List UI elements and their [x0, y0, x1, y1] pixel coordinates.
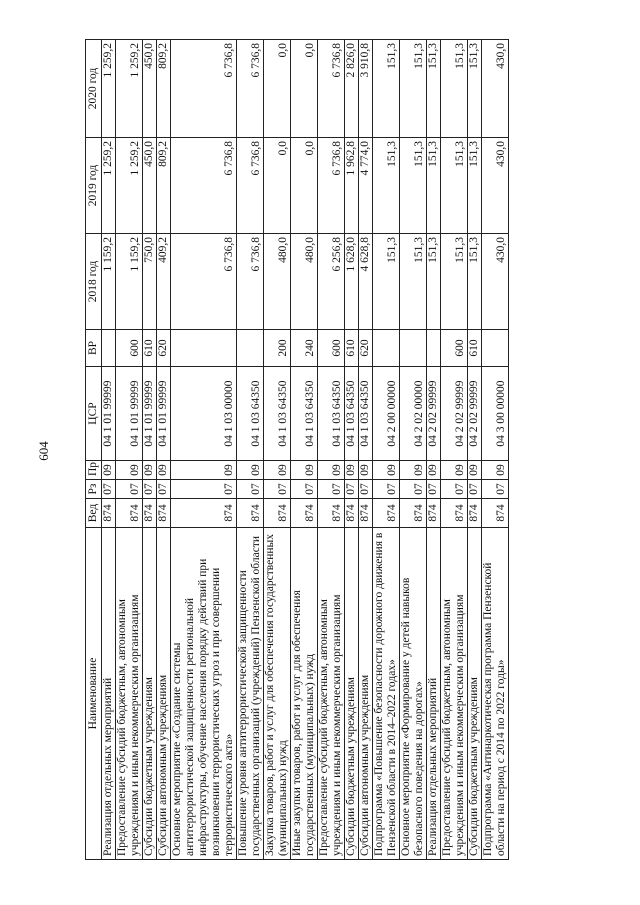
cell-csr: 04 1 01 99999 [102, 367, 116, 461]
cell-2020: 6 736,8 [318, 40, 345, 138]
cell-2018: 430,0 [482, 234, 509, 330]
cell-ved: 874 [359, 499, 373, 528]
cell-2018: 6 256,8 [318, 234, 345, 330]
page-number: 604 [35, 441, 51, 461]
header-2018: 2018 год [86, 234, 102, 330]
header-pr: Пр [86, 461, 102, 480]
cell-name: Реализация отдельных мероприятий [102, 528, 116, 860]
cell-2020: 6 736,8 [237, 40, 264, 138]
table-row [482, 40, 509, 860]
cell-csr: 04 1 03 64350 [291, 367, 318, 461]
table-row [116, 40, 143, 860]
cell-vr: 600 [441, 330, 468, 367]
cell-rz: 07 [264, 480, 291, 499]
cell-rz: 07 [102, 480, 116, 499]
cell-2018: 6 736,8 [237, 234, 264, 330]
table-row [143, 40, 157, 860]
cell-csr: 04 1 01 99999 [143, 367, 157, 461]
cell-2019: 0,0 [291, 138, 318, 234]
table-row [468, 40, 482, 860]
cell-csr: 04 1 03 64350 [345, 367, 359, 461]
cell-vr: 610 [468, 330, 482, 367]
cell-name: Повышение уровня антитеррористической защищенности государственных организаций (учреждений) Пензенской области [237, 528, 264, 860]
cell-2019: 450,0 [143, 138, 157, 234]
cell-rz: 07 [318, 480, 345, 499]
cell-vr: 200 [264, 330, 291, 367]
cell-ved: 874 [345, 499, 359, 528]
cell-2019: 6 736,8 [237, 138, 264, 234]
cell-ved: 874 [237, 499, 264, 528]
cell-pr: 09 [116, 461, 143, 480]
cell-2019: 1 259,2 [102, 138, 116, 234]
cell-2018: 409,2 [157, 234, 171, 330]
cell-vr [171, 330, 237, 367]
header-rz: Рз [86, 480, 102, 499]
cell-2020: 0,0 [291, 40, 318, 138]
cell-2019: 151,3 [441, 138, 468, 234]
cell-2019: 4 774,0 [359, 138, 373, 234]
cell-name: Подпрограмма «Повышение безопасности дорожного движения в Пензенской области в 2014–2022 годах» [373, 528, 400, 860]
cell-csr: 04 3 00 00000 [482, 367, 509, 461]
header-csr: ЦСР [86, 367, 102, 461]
cell-pr: 09 [171, 461, 237, 480]
cell-csr: 04 2 02 99999 [468, 367, 482, 461]
cell-name: Субсидии автономным учреждениям [359, 528, 373, 860]
cell-csr: 04 1 03 64350 [237, 367, 264, 461]
cell-pr: 09 [400, 461, 427, 480]
cell-csr: 04 2 00 00000 [373, 367, 400, 461]
cell-rz: 07 [373, 480, 400, 499]
cell-2020: 1 259,2 [116, 40, 143, 138]
cell-2018: 151,3 [427, 234, 441, 330]
cell-name: Субсидии автономным учреждениям [157, 528, 171, 860]
cell-csr: 04 1 03 00000 [171, 367, 237, 461]
cell-rz: 07 [291, 480, 318, 499]
cell-vr: 600 [318, 330, 345, 367]
cell-2020: 450,0 [143, 40, 157, 138]
cell-ved: 874 [143, 499, 157, 528]
header-2020: 2020 год [86, 40, 102, 138]
cell-vr [373, 330, 400, 367]
header-2019: 2019 год [86, 138, 102, 234]
cell-csr: 04 1 03 64350 [264, 367, 291, 461]
cell-2019: 151,3 [373, 138, 400, 234]
cell-pr: 09 [291, 461, 318, 480]
cell-2018: 1 159,2 [102, 234, 116, 330]
table-row [157, 40, 171, 860]
cell-2019: 1 259,2 [116, 138, 143, 234]
cell-pr: 09 [468, 461, 482, 480]
cell-vr: 600 [116, 330, 143, 367]
cell-2019: 0,0 [264, 138, 291, 234]
table-row [264, 40, 291, 860]
cell-2019: 6 736,8 [318, 138, 345, 234]
rotated-table-area [85, 40, 557, 860]
cell-name: Предоставление субсидий бюджетным, автономным учреждениям и иным некоммерческим организациям [441, 528, 468, 860]
budget-table [85, 39, 509, 860]
cell-2019: 809,2 [157, 138, 171, 234]
cell-2018: 1 159,2 [116, 234, 143, 330]
table-row [400, 40, 427, 860]
header-ved: Вед [86, 499, 102, 528]
cell-csr: 04 1 01 99999 [116, 367, 143, 461]
cell-2019: 1 962,8 [345, 138, 359, 234]
cell-2020: 0,0 [264, 40, 291, 138]
cell-rz: 07 [116, 480, 143, 499]
cell-ved: 874 [264, 499, 291, 528]
cell-ved: 874 [102, 499, 116, 528]
table-row [427, 40, 441, 860]
cell-2018: 480,0 [291, 234, 318, 330]
cell-rz: 07 [468, 480, 482, 499]
cell-rz: 07 [345, 480, 359, 499]
cell-ved: 874 [400, 499, 427, 528]
header-vr: ВР [86, 330, 102, 367]
cell-name: Реализация отдельных мероприятий [427, 528, 441, 860]
table-row [359, 40, 373, 860]
cell-2020: 151,3 [373, 40, 400, 138]
cell-name: Подпрограмма «Антинаркотическая программа Пензенской области на период с 2014 по 2022 годы» [482, 528, 509, 860]
cell-ved: 874 [116, 499, 143, 528]
cell-2019: 151,3 [468, 138, 482, 234]
cell-rz: 07 [441, 480, 468, 499]
cell-2020: 151,3 [441, 40, 468, 138]
table-body [102, 40, 509, 860]
cell-vr: 610 [345, 330, 359, 367]
cell-ved: 874 [291, 499, 318, 528]
cell-ved: 874 [373, 499, 400, 528]
table-row [441, 40, 468, 860]
cell-2020: 151,3 [427, 40, 441, 138]
cell-2018: 4 628,8 [359, 234, 373, 330]
cell-ved: 874 [468, 499, 482, 528]
table-row [171, 40, 237, 860]
cell-vr: 240 [291, 330, 318, 367]
cell-pr: 09 [373, 461, 400, 480]
cell-name: Основное мероприятие «Создание системы антитеррористической защищенности региональной инфраструктуры, обучение населения порядку действий при возникновении террористических угроз и при совершении террористического акта» [171, 528, 237, 860]
cell-name: Закупка товаров, работ и услуг для обеспечения государственных (муниципальных) нужд [264, 528, 291, 860]
cell-2019: 151,3 [400, 138, 427, 234]
cell-2020: 151,3 [468, 40, 482, 138]
cell-2018: 151,3 [373, 234, 400, 330]
table-header-row [86, 40, 102, 860]
table-row [291, 40, 318, 860]
cell-pr: 09 [264, 461, 291, 480]
cell-csr: 04 1 01 99999 [157, 367, 171, 461]
table-row [345, 40, 359, 860]
cell-2019: 151,3 [427, 138, 441, 234]
table-row [373, 40, 400, 860]
cell-2018: 480,0 [264, 234, 291, 330]
cell-2020: 809,2 [157, 40, 171, 138]
cell-name: Основное мероприятие «Формирование у детей навыков безопасного поведения на дорогах» [400, 528, 427, 860]
cell-rz: 07 [359, 480, 373, 499]
cell-ved: 874 [171, 499, 237, 528]
cell-2018: 750,0 [143, 234, 157, 330]
cell-pr: 09 [102, 461, 116, 480]
cell-2020: 151,3 [400, 40, 427, 138]
cell-2018: 1 628,0 [345, 234, 359, 330]
cell-ved: 874 [441, 499, 468, 528]
cell-pr: 09 [345, 461, 359, 480]
cell-vr [427, 330, 441, 367]
cell-ved: 874 [427, 499, 441, 528]
cell-2020: 3 910,8 [359, 40, 373, 138]
cell-2018: 6 736,8 [171, 234, 237, 330]
cell-vr [400, 330, 427, 367]
cell-pr: 09 [143, 461, 157, 480]
cell-pr: 09 [359, 461, 373, 480]
cell-2019: 430,0 [482, 138, 509, 234]
table-row [318, 40, 345, 860]
cell-vr [482, 330, 509, 367]
cell-2018: 151,3 [400, 234, 427, 330]
cell-pr: 09 [427, 461, 441, 480]
cell-vr: 620 [157, 330, 171, 367]
cell-csr: 04 1 03 64350 [318, 367, 345, 461]
cell-name: Субсидии бюджетным учреждениям [468, 528, 482, 860]
table-row [102, 40, 116, 860]
cell-rz: 07 [400, 480, 427, 499]
cell-name: Предоставление субсидий бюджетным, автономным учреждениям и иным некоммерческим организациям [318, 528, 345, 860]
cell-pr: 09 [157, 461, 171, 480]
budget-table-wrapper [85, 40, 557, 860]
cell-2020: 2 826,0 [345, 40, 359, 138]
cell-2020: 430,0 [482, 40, 509, 138]
cell-ved: 874 [318, 499, 345, 528]
cell-pr: 09 [237, 461, 264, 480]
cell-pr: 09 [441, 461, 468, 480]
cell-vr: 610 [143, 330, 157, 367]
cell-ved: 874 [482, 499, 509, 528]
cell-rz: 07 [237, 480, 264, 499]
table-row [237, 40, 264, 860]
cell-2018: 151,3 [441, 234, 468, 330]
cell-csr: 04 2 02 99999 [427, 367, 441, 461]
cell-vr: 620 [359, 330, 373, 367]
cell-pr: 09 [318, 461, 345, 480]
cell-ved: 874 [157, 499, 171, 528]
header-name: Наименование [86, 528, 102, 860]
cell-rz: 07 [427, 480, 441, 499]
cell-pr: 09 [482, 461, 509, 480]
cell-vr [237, 330, 264, 367]
cell-rz: 07 [157, 480, 171, 499]
cell-rz: 07 [171, 480, 237, 499]
cell-name: Предоставление субсидий бюджетным, автономным учреждениям и иным некоммерческим организациям [116, 528, 143, 860]
cell-2020: 1 259,2 [102, 40, 116, 138]
cell-name: Субсидии бюджетным учреждениям [345, 528, 359, 860]
cell-csr: 04 2 02 99999 [441, 367, 468, 461]
cell-vr [102, 330, 116, 367]
cell-rz: 07 [143, 480, 157, 499]
cell-csr: 04 2 02 00000 [400, 367, 427, 461]
cell-2019: 6 736,8 [171, 138, 237, 234]
cell-2020: 6 736,8 [171, 40, 237, 138]
cell-name: Субсидии бюджетным учреждениям [143, 528, 157, 860]
cell-name: Иные закупки товаров, работ и услуг для обеспечения государственных (муниципальных) нужд [291, 528, 318, 860]
cell-csr: 04 1 03 64350 [359, 367, 373, 461]
cell-rz: 07 [482, 480, 509, 499]
cell-2018: 151,3 [468, 234, 482, 330]
